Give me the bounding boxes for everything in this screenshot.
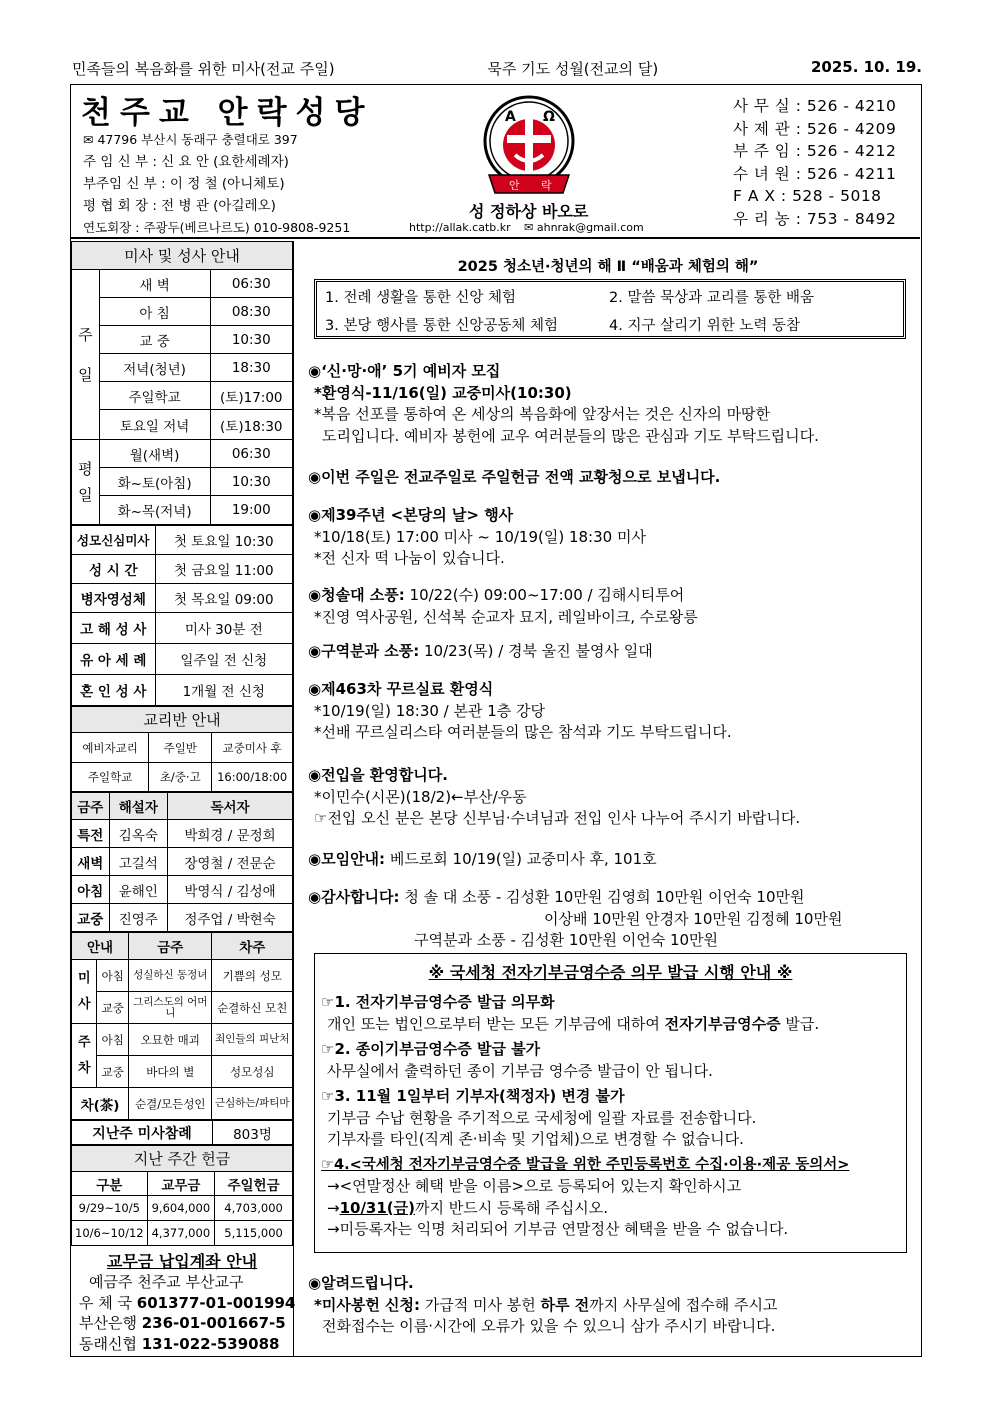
tax-text-emphasis: 전자기부금영수증 (664, 1014, 781, 1033)
contact-links (409, 221, 654, 234)
phone-assistant: 부 주 임 : 526 - 4212 (733, 142, 897, 160)
news-heading: ◉청솔대 소풍: (308, 586, 405, 604)
catechism-title: 교리반 안내 (72, 707, 293, 733)
church-title: 천주교 안락성당 (81, 95, 374, 131)
catechism-cell: 교중미사 후 (212, 733, 293, 763)
mass-time: (토)18:30 (210, 410, 292, 440)
tax-receipt-notice (314, 953, 907, 1253)
goal-item: 4. 지구 살리기 위한 노력 동참 (609, 318, 800, 334)
left-column (71, 241, 294, 1356)
catechism-cell: 16:00/18:00 (212, 763, 293, 792)
mass-time: 19:00 (210, 496, 292, 525)
news-line: 10/23(목) / 경북 울진 불영사 일대 (419, 642, 653, 660)
svg-text:Ω: Ω (543, 109, 555, 125)
readers-header: 해설자 (109, 793, 167, 820)
news-heading: ◉모임안내: (308, 850, 386, 868)
commentator: 진영주 (109, 904, 167, 932)
news-parish-day (308, 505, 646, 570)
hymn-mass: 교중 (97, 1056, 129, 1088)
sacrament-table (71, 525, 293, 706)
news-district-picnic (308, 641, 653, 663)
tax-notice-body (321, 988, 849, 1241)
church-logo (481, 93, 577, 201)
tax-text: 개인 또는 법인으로부터 받는 모든 기부금에 대하여 (327, 1014, 665, 1033)
phone-fax: F A X : 528 - 5018 (733, 187, 882, 205)
news-line: *복음 선포를 통하여 온 세상의 복음화에 앞장서는 것은 신자의 마땅한 (314, 405, 771, 423)
mass-name: 화~토(아침) (99, 468, 210, 496)
account-row (71, 1293, 296, 1314)
account-number: 601377-01-001994 (136, 1293, 296, 1312)
news-mission-sunday (308, 467, 720, 489)
sunday-label: 주 일 (72, 270, 100, 440)
attendance-label: 지난주 미사참례 (72, 1121, 213, 1145)
news-line: ☞전입 오신 분은 본당 신부님·수녀님과 전입 인사 나누어 주시기 바랍니다. (314, 809, 801, 827)
top-bar (72, 58, 922, 82)
news-line: *선배 꾸르실리스타 여러분들의 많은 참석과 기도 부탁드립니다. (314, 723, 732, 741)
offering-title: 지난 주간 헌금 (72, 1146, 293, 1172)
sacrament-time: 첫 목요일 09:00 (155, 584, 292, 613)
tax-item-line (321, 1198, 849, 1220)
catechism-cell: 초/중·고 (149, 763, 212, 792)
news-line: *전 신자 떡 나눔이 있습니다. (314, 549, 505, 567)
news-heading: ◉‘신·망·애’ 5기 예비자 모집 (308, 362, 501, 380)
sacrament-name: 병자영성체 (72, 584, 156, 613)
reader-mass: 아침 (72, 876, 110, 904)
hymns-prayer-label: 주 차 (72, 1024, 97, 1088)
mass-time: 18:30 (210, 354, 292, 382)
readers-header: 독서자 (168, 793, 293, 820)
svg-text:A: A (505, 109, 516, 125)
notice-label: *미사봉헌 신청: (314, 1295, 421, 1314)
homepage-link[interactable]: http://allak.catb.kr (409, 221, 511, 234)
news-meeting (308, 849, 657, 871)
commentator: 고길석 (109, 848, 167, 876)
catechism-table (71, 706, 293, 792)
hymn-next-week: 순결하신 모친 (212, 992, 293, 1024)
news-youth-picnic (308, 585, 698, 628)
news-line: *진영 역사공원, 신석복 순교자 묘지, 레일바이크, 수로왕릉 (314, 607, 698, 626)
mass-time: 10:30 (210, 468, 292, 496)
news-catechumen (308, 361, 819, 447)
mass-name: 토요일 저녁 (99, 410, 210, 440)
phone-list (733, 95, 896, 230)
mass-name: 아 침 (99, 298, 210, 326)
mass-name: 교 중 (99, 326, 210, 354)
news-line (308, 1295, 777, 1317)
attendance-count: 803명 (212, 1121, 292, 1145)
account-title: 교무금 납입계좌 안내 (106, 1252, 258, 1271)
goal-item: 3. 본당 행사를 통한 신앙공동체 체험 (325, 318, 558, 334)
news-heading: ◉감사합니다: (308, 888, 400, 906)
offering-header: 구분 (72, 1172, 148, 1196)
bank-name: 부산은행 (79, 1314, 137, 1332)
hymn-next-week: 죄인들의 피난처 (212, 1024, 293, 1056)
phone-convent: 수 녀 원 : 526 - 4211 (733, 164, 897, 183)
tax-item-heading: ☞2. 종이기부금영수증 발급 불가 (321, 1040, 541, 1058)
mass-name: 주일학교 (99, 382, 210, 410)
news-welcome (308, 765, 800, 830)
tax-item-line (321, 1014, 849, 1036)
goal-item: 2. 말씀 묵상과 교리를 통한 배움 (609, 290, 814, 306)
reader-mass: 교중 (72, 904, 110, 932)
news-heading: ◉이번 주일은 전교주일로 주일헌금 전액 교황청으로 보냅니다. (308, 468, 721, 486)
right-column (296, 241, 920, 1356)
sacrament-time: 1개월 전 신청 (155, 675, 292, 706)
account-section (71, 1246, 296, 1354)
tax-text: 까지 반드시 등록해 주십시오. (415, 1198, 608, 1217)
month-theme: 묵주 기도 성월(전교의 달) (487, 60, 659, 78)
news-heading: ◉전입을 환영합니다. (308, 766, 448, 784)
offering-sunday: 4,703,000 (215, 1196, 293, 1221)
mass-time: 06:30 (210, 270, 292, 298)
account-row (71, 1334, 293, 1355)
offering-period: 9/29~10/5 (72, 1196, 148, 1221)
mass-time: 06:30 (210, 440, 292, 468)
mass-title: 미사 및 성사 안내 (72, 242, 293, 270)
news-line: *환영식-11/16(일) 교중미사(10:30) (314, 383, 572, 402)
mass-time: 08:30 (210, 298, 292, 326)
hymns-header: 금주 (129, 933, 212, 960)
svg-text:락: 락 (541, 179, 552, 192)
attendance-table (71, 1120, 293, 1145)
offering-period: 10/6~10/12 (72, 1221, 148, 1246)
weekday-label: 평 일 (72, 440, 100, 525)
assistant-pastor: 부주임 신 부 : 이 정 철 (아니체토) (83, 176, 285, 192)
account-number: 131-022-539088 (141, 1334, 280, 1353)
mass-time: 10:30 (210, 326, 292, 354)
catechism-cell: 주일반 (149, 733, 212, 763)
news-heading: ◉구역분과 소풍: (308, 642, 420, 660)
mass-name: 월(새벽) (99, 440, 210, 468)
news-line: *10/19(일) 18:30 / 본관 1층 강당 (314, 701, 546, 720)
hymn-next-week: 기쁨의 성모 (212, 960, 293, 992)
hymn-mass: 아침 (97, 1024, 129, 1056)
lectors: 박희경 / 문정희 (168, 820, 293, 848)
news-heading: ◉제463차 꾸르실료 환영식 (308, 680, 494, 698)
yearly-president: 연도회장 : 주광두(베르나르도) 010-9808-9251 (83, 220, 351, 235)
mass-name: 저녁(청년) (99, 354, 210, 382)
church-info (83, 129, 350, 239)
tea-label: 차(茶) (72, 1088, 129, 1120)
lectors: 박영식 / 김성애 (168, 876, 293, 904)
hymn-this-week: 그리스도의 어머니 (129, 992, 212, 1024)
hymn-this-week: 바다의 별 (129, 1056, 212, 1088)
header (71, 85, 920, 239)
lectors: 정주업 / 박현숙 (168, 904, 293, 932)
tax-text: 발급. (780, 1014, 820, 1033)
catechism-cell: 예비자교리 (72, 733, 149, 763)
commentator: 윤해인 (109, 876, 167, 904)
reader-mass: 특전 (72, 820, 110, 848)
notice-emphasis: 하루 전 (540, 1295, 590, 1314)
tax-notice-title: ※ 국세청 전자기부금영수증 의무 발급 시행 안내 ※ (428, 963, 793, 982)
catechism-cell: 주일학교 (72, 763, 149, 792)
hymns-header: 안내 (72, 933, 129, 960)
notice-text: 가급적 미사 봉헌 (420, 1295, 541, 1314)
tax-item-line: 기부금 수납 현황을 주기적으로 국세청에 일괄 자료를 전송합니다. (327, 1108, 757, 1127)
sacrament-name: 성 시 간 (72, 555, 156, 584)
tax-item-heading: ☞1. 전자기부금영수증 발급 의무화 (321, 993, 555, 1011)
hymn-mass: 아침 (97, 960, 129, 992)
account-row (71, 1313, 293, 1334)
bulletin-frame (70, 84, 922, 1357)
news-line: 10/22(수) 09:00~17:00 / 김해시티투어 (404, 586, 685, 604)
tax-item-line: 기부자를 타인(직계 존·비속 및 기업체)으로 변경할 수 없습니다. (327, 1130, 744, 1148)
sacrament-name: 유 아 세 례 (72, 644, 156, 675)
sacrament-name: 성모신심미사 (72, 526, 156, 555)
offering-header: 주일헌금 (215, 1172, 293, 1196)
mass-table (71, 241, 293, 525)
tax-item-line: 사무실에서 출력하던 종이 기부금 영수증 발급이 안 됩니다. (327, 1061, 713, 1080)
readers-header: 금주 (72, 793, 110, 820)
offering-table (71, 1145, 293, 1246)
tea-next-week: 근심하는/파티마 (212, 1088, 293, 1120)
news-heading: ◉제39주년 <본당의 날> 행사 (308, 506, 514, 524)
tax-text: → (327, 1198, 340, 1217)
offering-dues: 4,377,000 (147, 1221, 215, 1246)
sacrament-time: 첫 금요일 11:00 (155, 555, 292, 584)
hymn-this-week: 성실하신 동정녀 (129, 960, 212, 992)
tax-item-heading: ☞3. 11월 1일부터 기부자(책정자) 변경 불가 (321, 1087, 625, 1105)
readers-table (71, 792, 293, 932)
offering-sunday: 5,115,000 (215, 1221, 293, 1246)
news-notice (308, 1273, 777, 1338)
account-number: 236-01-001667-5 (141, 1314, 286, 1332)
goal-item: 1. 전례 생활을 통한 신앙 체험 (325, 290, 516, 306)
news-line: 이상배 10만원 안경자 10만원 김정혜 10만원 (544, 909, 843, 928)
year-goals (314, 279, 906, 339)
tax-item-line: →<연말정산 혜택 받을 이름>으로 등록되어 있는지 확인하시고 (327, 1177, 742, 1195)
news-line: *10/18(토) 17:00 미사 ~ 10/19(일) 18:30 미사 (314, 527, 646, 546)
news-cursillo (308, 679, 732, 744)
sacrament-time: 첫 토요일 10:30 (155, 526, 292, 555)
notice-text: 까지 사무실에 접수해 주시고 (589, 1295, 778, 1314)
mass-theme: 민족들의 복음화를 위한 미사(전교 주일) (72, 60, 335, 78)
council-president: 평 협 회 장 : 전 병 관 (아길레오) (83, 198, 276, 214)
phone-office: 사 무 실 : 526 - 4210 (733, 97, 897, 115)
hymns-mass-label: 미 사 (72, 960, 97, 1024)
year-theme-title: 2025 청소년·청년의 해 Ⅱ “배움과 체험의 해” (457, 259, 759, 275)
hymn-mass: 교중 (97, 992, 129, 1024)
sacrament-name: 혼 인 성 사 (72, 675, 156, 706)
tax-item-heading: ☞4.<국세청 전자기부금영수증 발급을 위한 주민등록번호 수집·이용·제공 동의서> (321, 1156, 850, 1173)
tax-item-line: →미등록자는 익명 처리되어 기부금 연말정산 혜택을 받을 수 없습니다. (327, 1220, 789, 1238)
email-link[interactable]: ✉ ahnrak@gmail.com (524, 221, 644, 234)
address: ✉ 47796 부산시 동래구 충렬대로 397 (83, 132, 298, 147)
pastor: 주 임 신 부 : 신 요 안 (요한세례자) (83, 154, 289, 170)
bank-name: 우 체 국 (79, 1293, 133, 1312)
phone-urinong: 우 리 농 : 753 - 8492 (733, 209, 897, 228)
news-thanks (308, 887, 842, 952)
commentator: 김옥숙 (109, 820, 167, 848)
lectors: 장영철 / 전문순 (168, 848, 293, 876)
phone-rectory: 사 제 관 : 526 - 4209 (733, 119, 897, 138)
news-line: 구역분과 소풍 - 김성환 10만원 이언숙 10만원 (414, 931, 719, 949)
mass-name: 새 벽 (99, 270, 210, 298)
hymn-next-week: 성모성심 (212, 1056, 293, 1088)
sacrament-time: 미사 30분 전 (155, 613, 292, 644)
svg-text:안: 안 (509, 179, 520, 192)
hymn-this-week: 오묘한 매괴 (129, 1024, 212, 1056)
tea-this-week: 순결/모든성인 (129, 1088, 212, 1120)
account-holder: 예금주 천주교 부산교구 (89, 1273, 244, 1291)
mass-time: (토)17:00 (210, 382, 292, 410)
sacrament-time: 일주일 전 신청 (155, 644, 292, 675)
offering-header: 교무금 (147, 1172, 215, 1196)
bank-name: 동래신협 (79, 1334, 137, 1353)
news-line: *이민수(시몬)(18/2)←부산/우동 (314, 787, 527, 806)
tax-deadline: 10/31(금) (339, 1198, 416, 1217)
patron-saint: 성 정하상 바오로 (469, 202, 589, 221)
hymns-table (71, 932, 293, 1120)
news-line: 베드로회 10/19(일) 교중미사 후, 101호 (385, 850, 657, 868)
reader-mass: 새벽 (72, 848, 110, 876)
bulletin-date: 2025. 10. 19. (810, 58, 922, 76)
news-line: 청 솔 대 소풍 - 김성환 10만원 김영희 10만원 이언숙 10만원 (399, 888, 805, 906)
news-line: 전화접수는 이름·시간에 오류가 있을 수 있으니 삼가 주시기 바랍니다. (322, 1317, 776, 1335)
sacrament-name: 고 해 성 사 (72, 613, 156, 644)
hymns-header: 차주 (212, 933, 293, 960)
offering-dues: 9,604,000 (147, 1196, 215, 1221)
news-line: 도리입니다. 예비자 봉헌에 교우 여러분들의 많은 관심과 기도 부탁드립니다. (322, 426, 819, 445)
mass-name: 화~목(저녁) (99, 496, 210, 525)
news-heading: ◉알려드립니다. (308, 1274, 414, 1292)
